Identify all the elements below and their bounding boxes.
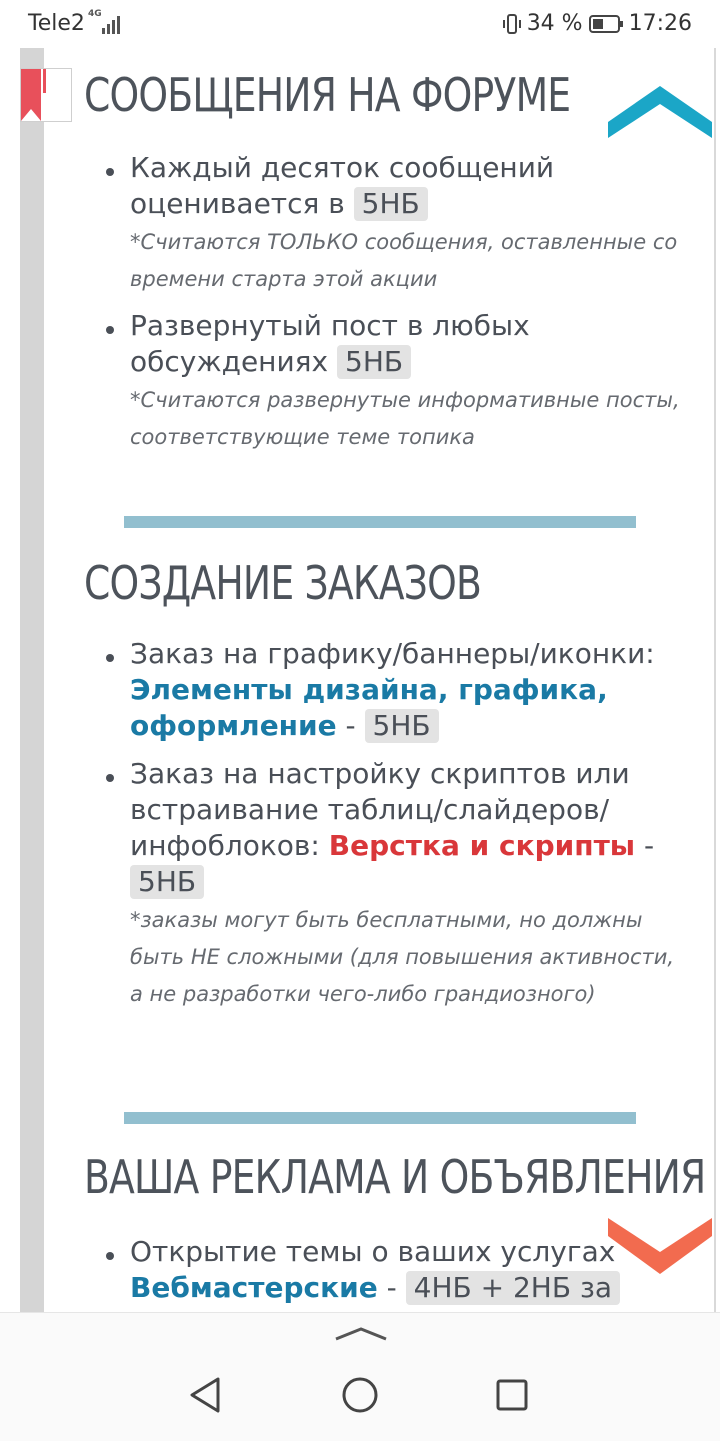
category-link-design[interactable]: Элементы дизайна, графика, оформление [130,673,608,742]
network-type: 4G [88,9,102,19]
orders-list [130,636,690,1023]
back-triangle-icon[interactable] [186,1375,226,1415]
home-circle-icon[interactable] [340,1375,380,1415]
item-text: Заказ на графику/баннеры/иконки: [130,637,655,670]
category-link-webmaster[interactable]: Вебмастерские [130,1271,378,1304]
category-link-scripts[interactable]: Верстка и скрипты [328,829,636,862]
list-item [130,636,690,744]
ads-list [130,1234,690,1308]
section-divider [124,1112,636,1124]
status-bar [0,0,720,48]
section-title-orders: СОЗДАНИЕ ЗАКАЗОВ [84,556,482,610]
system-nav-bar [0,1312,720,1441]
bookmark-icon [21,69,71,121]
reward-badge: 5НБ [365,709,439,743]
bookmark-tab[interactable] [20,68,72,122]
recents-square-icon[interactable] [492,1375,532,1415]
carrier-name: Tele2 [28,11,85,36]
list-item [130,756,690,1013]
clock: 17:26 [628,11,692,36]
forum-list [130,150,690,466]
item-text: Заказ на настройку скриптов или встраивание таблиц/слайдеров/инфоблоков: [130,757,630,862]
separator: - [635,829,655,862]
scroll-up-button[interactable] [608,86,712,138]
list-item [130,150,690,298]
item-note: *Считаются ТОЛЬКО сообщения, оставленные со времени старта этой акции [130,230,678,291]
item-text: Каждый десяток сообщений оценивается в [130,151,555,220]
page-right-border [714,48,716,1312]
battery-percent: 34 % [526,11,583,36]
separator: - [377,1271,406,1304]
list-item [130,1234,690,1306]
chevron-down-icon [608,1218,712,1274]
chevron-up-icon[interactable] [334,1325,388,1341]
section-title-forum: СООБЩЕНИЯ НА ФОРУМЕ [84,68,571,122]
reward-badge: 5НБ [337,345,411,379]
item-note: *заказы могут быть бесплатными, но должны быть НЕ сложными (для повышения активности, а не разработки чего-либо грандиозного) [130,908,675,1006]
reward-badge: 4НБ + 2НБ за [406,1271,620,1305]
scroll-down-button[interactable] [608,1218,712,1274]
section-title-ads: ВАША РЕКЛАМА И ОБЪЯВЛЕНИЯ [84,1150,706,1204]
chevron-up-icon [608,86,712,138]
section-divider [124,516,636,528]
list-item [130,308,690,456]
battery-icon [589,15,623,33]
reward-badge: 5НБ [130,865,204,899]
item-text: Открытие темы о ваших услугах [130,1235,616,1268]
item-note: *Считаются развернутые информативные посты, соответствующие теме топика [130,388,680,449]
page-left-bar [20,48,44,1312]
item-text: Развернутый пост в любых обсуждениях [130,309,530,378]
signal-icon [102,14,124,34]
vibrate-icon [503,13,521,35]
separator: - [336,709,365,742]
reward-badge: 5НБ [354,187,428,221]
